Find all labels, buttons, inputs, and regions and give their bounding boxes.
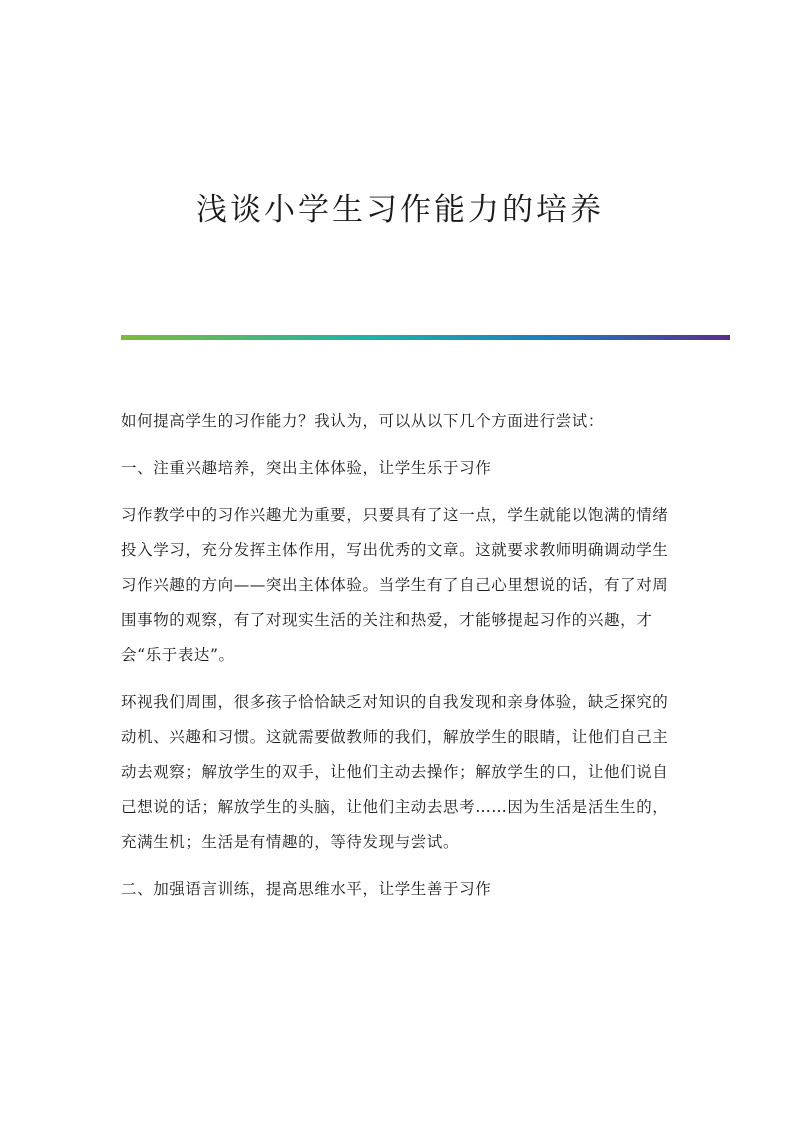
section-heading-1: 一、注重兴趣培养，突出主体体验，让学生乐于习作	[121, 459, 492, 477]
intro-paragraph: 如何提高学生的习作能力？我认为，可以从以下几个方面进行尝试：	[121, 412, 605, 430]
document-body	[121, 404, 681, 919]
document-title: 浅谈小学生习作能力的培养	[196, 192, 604, 228]
section-heading-2: 二、加强语言训练，提高思维水平，让学生善于习作	[121, 880, 492, 898]
body-paragraph-1: 习作教学中的习作兴趣尤为重要，只要具有了这一点，学生就能以饱满的情绪投入学习，充分发挥主体作用，写出优秀的文章。这就要求教师明确调动学生习作兴趣的方向——突出主体体验。当学生有了自己心里想说的话，有了对周围事物的观察，有了对现实生活的关注和热爱，才能够提起习作的兴趣，才会“乐于表达”。	[121, 506, 669, 664]
title-divider	[121, 335, 730, 340]
body-paragraph-2: 环视我们周围，很多孩子恰恰缺乏对知识的自我发现和亲身体验，缺乏探究的动机、兴趣和习惯。这就需要做教师的我们，解放学生的眼睛，让他们自己主动去观察；解放学生的双手，让他们主动去操作；解放学生的口，让他们说自己想说的话；解放学生的头脑，让他们主动去思考……因为生活是活生生的，充满生机；生活是有情趣的，等待发现与尝试。	[121, 693, 669, 851]
